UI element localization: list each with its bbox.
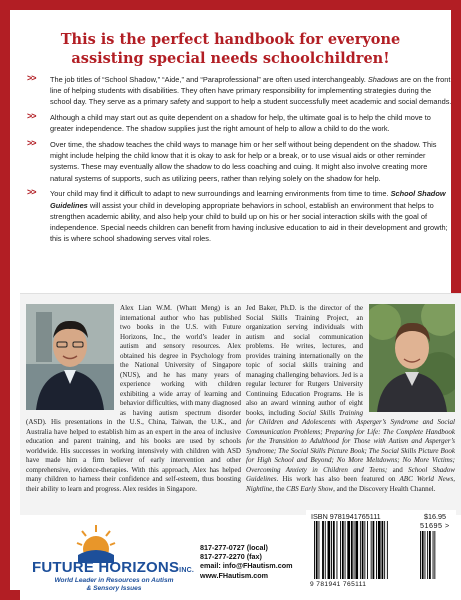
- double-chevron-icon: >>: [27, 111, 36, 122]
- author-photo-jed-baker: [369, 304, 455, 412]
- show-title: CBS Early Show: [286, 484, 334, 493]
- fax-number: 817-277-2270 (fax): [200, 552, 262, 562]
- author-photo-alex-lian: [26, 304, 114, 410]
- headline-line-1: This is the perfect handbook for everyone: [60, 31, 401, 48]
- book-title: School Shadow Guidelines: [246, 465, 455, 483]
- publisher-name: [32, 559, 194, 576]
- bio-text: and: [387, 465, 409, 474]
- barcode-bar: [373, 521, 375, 579]
- email-address: email: info@FHautism.com: [200, 561, 293, 571]
- headline-line-2: assisting special needs schoolchildren!: [71, 50, 390, 67]
- bio-text: , and the Discovery Health Channel.: [333, 484, 436, 493]
- barcode-bar: [354, 521, 355, 579]
- phone-number: 817-277-0727 (local): [200, 543, 268, 552]
- barcode-bar: [355, 521, 358, 579]
- bullet-text: Although a child may start out as quite dependent on a shadow for help, the ultimate goal is to help the child move to greater independence. The shadow supplies just the right amount of help to allow a child to do the work.: [50, 113, 431, 134]
- barcode-addon-bar: [425, 531, 426, 579]
- barcode-bar: [367, 521, 368, 579]
- barcode-bar: [371, 521, 372, 579]
- barcode-bar: [319, 521, 320, 579]
- publisher-name-text: FUTURE HORIZONS: [32, 559, 180, 576]
- price-addon-code: 51695 >: [420, 521, 450, 530]
- bio-text: Jed Baker, Ph.D. is the director of the Social Skills Training Project, an organization serving individuals with autism and social communication problems. He writes, lectures, and provides training internationally on the topic of social skills training and managing challenging behaviors. Jed is a regular lecturer for Rutgers University Continuing Education Programs. He is also an award winning author of eight books, including: [246, 304, 363, 417]
- sunrise-logo-icon: [76, 523, 116, 563]
- barcode-addon-bar: [420, 531, 421, 579]
- barcode-bar: [342, 521, 344, 579]
- author-bio-alex-lian: [26, 304, 241, 494]
- barcode-bar: [322, 521, 324, 579]
- bullet-text: are on the front line of helping students with disabilities. They often have primary responsibility for implementing strategies during the school day. They serve as a primary safety and support to help a student successfully meet academic and social demands.: [50, 75, 452, 107]
- barcode-bar: [337, 521, 338, 579]
- bullet-emphasis: Shadows: [367, 75, 399, 84]
- barcode-bar: [314, 521, 315, 579]
- barcode-bar: [384, 521, 385, 579]
- bullet-text: The job titles of “School Shadow,” “Aide,” and “Paraprofessional” are often used interchangeably.: [50, 75, 368, 84]
- show-list: ABC World News, Nightline,: [246, 475, 455, 493]
- barcode-bar: [331, 521, 332, 579]
- bullet-item: [20, 139, 452, 184]
- bio-text: Alex Lian W.M. (Whatt Meng) is an international author who has published two books in the U.S. with Future Horizons, Inc., the world’s leader in autism and sensory resources. Alex obtained his degree in Psychology from the National University of Singapore (NUS), and he has many years of experience working with children exhibiting a wide array of learning and behavior difficulties, with many diagnosed as having autism spectrum disorder (ASD). His presentations in the U.S., China, Taiwan, the U.K., and Australia have helped to establish him as an expert in the area of inclusive education and parent training, and his books are used by schools worldwide. His successes in working intensively with children with ASD have made him a firm believer of early intervention and other comprehensive, evidence-therapies. With this approach, Alex has helped many children to harness their confidence and self-esteem, thus boosting their ability to learn and progress. Alex resides in Singapore.: [26, 304, 241, 493]
- barcode-addon-bar: [434, 531, 435, 579]
- bullet-list: [20, 74, 452, 249]
- price: $16.95: [424, 512, 446, 521]
- publisher-logo: [30, 523, 200, 593]
- bullet-text: Over time, the shadow teaches the child ways to manage him or her self without being dependent on the shadow. This might include helping the child know that it is okay to ask for help or a break, or to use visual aids or other reminder systems. These may eventually allow the shadow to do less coaching and cuing. It might also involve creating more natural systems of supports, such as utilizing peers, rather than relying solely on the shadow for help.: [50, 140, 437, 183]
- tagline-line-1: World Leader in Resources on Autism: [54, 577, 174, 584]
- bullet-item: [20, 112, 452, 134]
- bullet-item: [20, 74, 452, 108]
- author-bio-panel: [20, 293, 461, 515]
- barcode-bar: [316, 521, 318, 579]
- barcode-bar: [376, 521, 377, 579]
- book-title: School Shadow Guidelines: [50, 189, 446, 210]
- barcode-bar: [362, 521, 364, 579]
- publisher-suffix: INC.: [179, 567, 194, 574]
- bullet-item: [20, 188, 452, 244]
- author-bio-jed-baker: [246, 304, 455, 494]
- book-list: Social Skills Training for Children and Adolescents with Asperger’s Syndrome and Social Communication Problems; Preparing for Life: The Complete Handbook for the Transition to Adulthood for Those with Autism and Asperger’s Syndrome; The Social Skills Picture Book; The Social Skills Picture Book for High School and Beyond; No More Meltdowns; No More Victims; Overcoming Anxiety in Children and Teens;: [246, 408, 455, 474]
- bullet-text: will assist your child in developing appropriate behaviors in school, establish an environment that helps to strengthen academic ability, and also help your child to build up on his or her social interaction skills with the goal of independence. Special needs children can benefit from having inclusive education to aid in their development and growth; this is where school shadowing serves vital roles.: [50, 200, 448, 244]
- barcode-addon-bar: [427, 531, 428, 579]
- barcode-addon-bar: [429, 531, 431, 579]
- website-url: www.FHautism.com: [200, 570, 269, 580]
- barcode-bar: [325, 521, 326, 579]
- bio-text: . His work has also been featured on: [276, 475, 400, 483]
- barcode-addon-bar: [433, 531, 434, 579]
- double-chevron-icon: >>: [27, 73, 36, 83]
- barcode-bar: [345, 521, 346, 579]
- barcode-bar: [328, 521, 331, 579]
- headline: [28, 30, 433, 68]
- barcode-bar: [333, 521, 335, 579]
- double-chevron-icon: >>: [27, 187, 36, 198]
- barcode-bar: [382, 521, 384, 579]
- bullet-text: Your child may find it difficult to adapt to new surroundings and learning environments from time to time.: [50, 189, 391, 199]
- barcode-addon-bar: [422, 531, 424, 579]
- barcode-digits: 9 781941 765111: [310, 581, 367, 588]
- barcode-bar: [340, 521, 341, 579]
- publisher-tagline: [34, 577, 194, 592]
- barcode-bar: [347, 521, 350, 579]
- isbn-number: ISBN 9781941765111: [311, 512, 381, 521]
- tagline-line-2: & Sensory Issues: [86, 584, 142, 592]
- double-chevron-icon: >>: [27, 138, 36, 149]
- isbn-barcode-block: [306, 510, 456, 592]
- barcode-bar: [378, 521, 381, 579]
- bio-text: the: [274, 484, 287, 493]
- barcode-bar: [360, 521, 361, 579]
- barcode-bar: [387, 521, 388, 579]
- barcode-bar: [364, 521, 365, 579]
- barcode-bar: [351, 521, 353, 579]
- footer: [20, 512, 461, 600]
- barcode-icon: [312, 521, 448, 581]
- publisher-contact: [200, 543, 292, 580]
